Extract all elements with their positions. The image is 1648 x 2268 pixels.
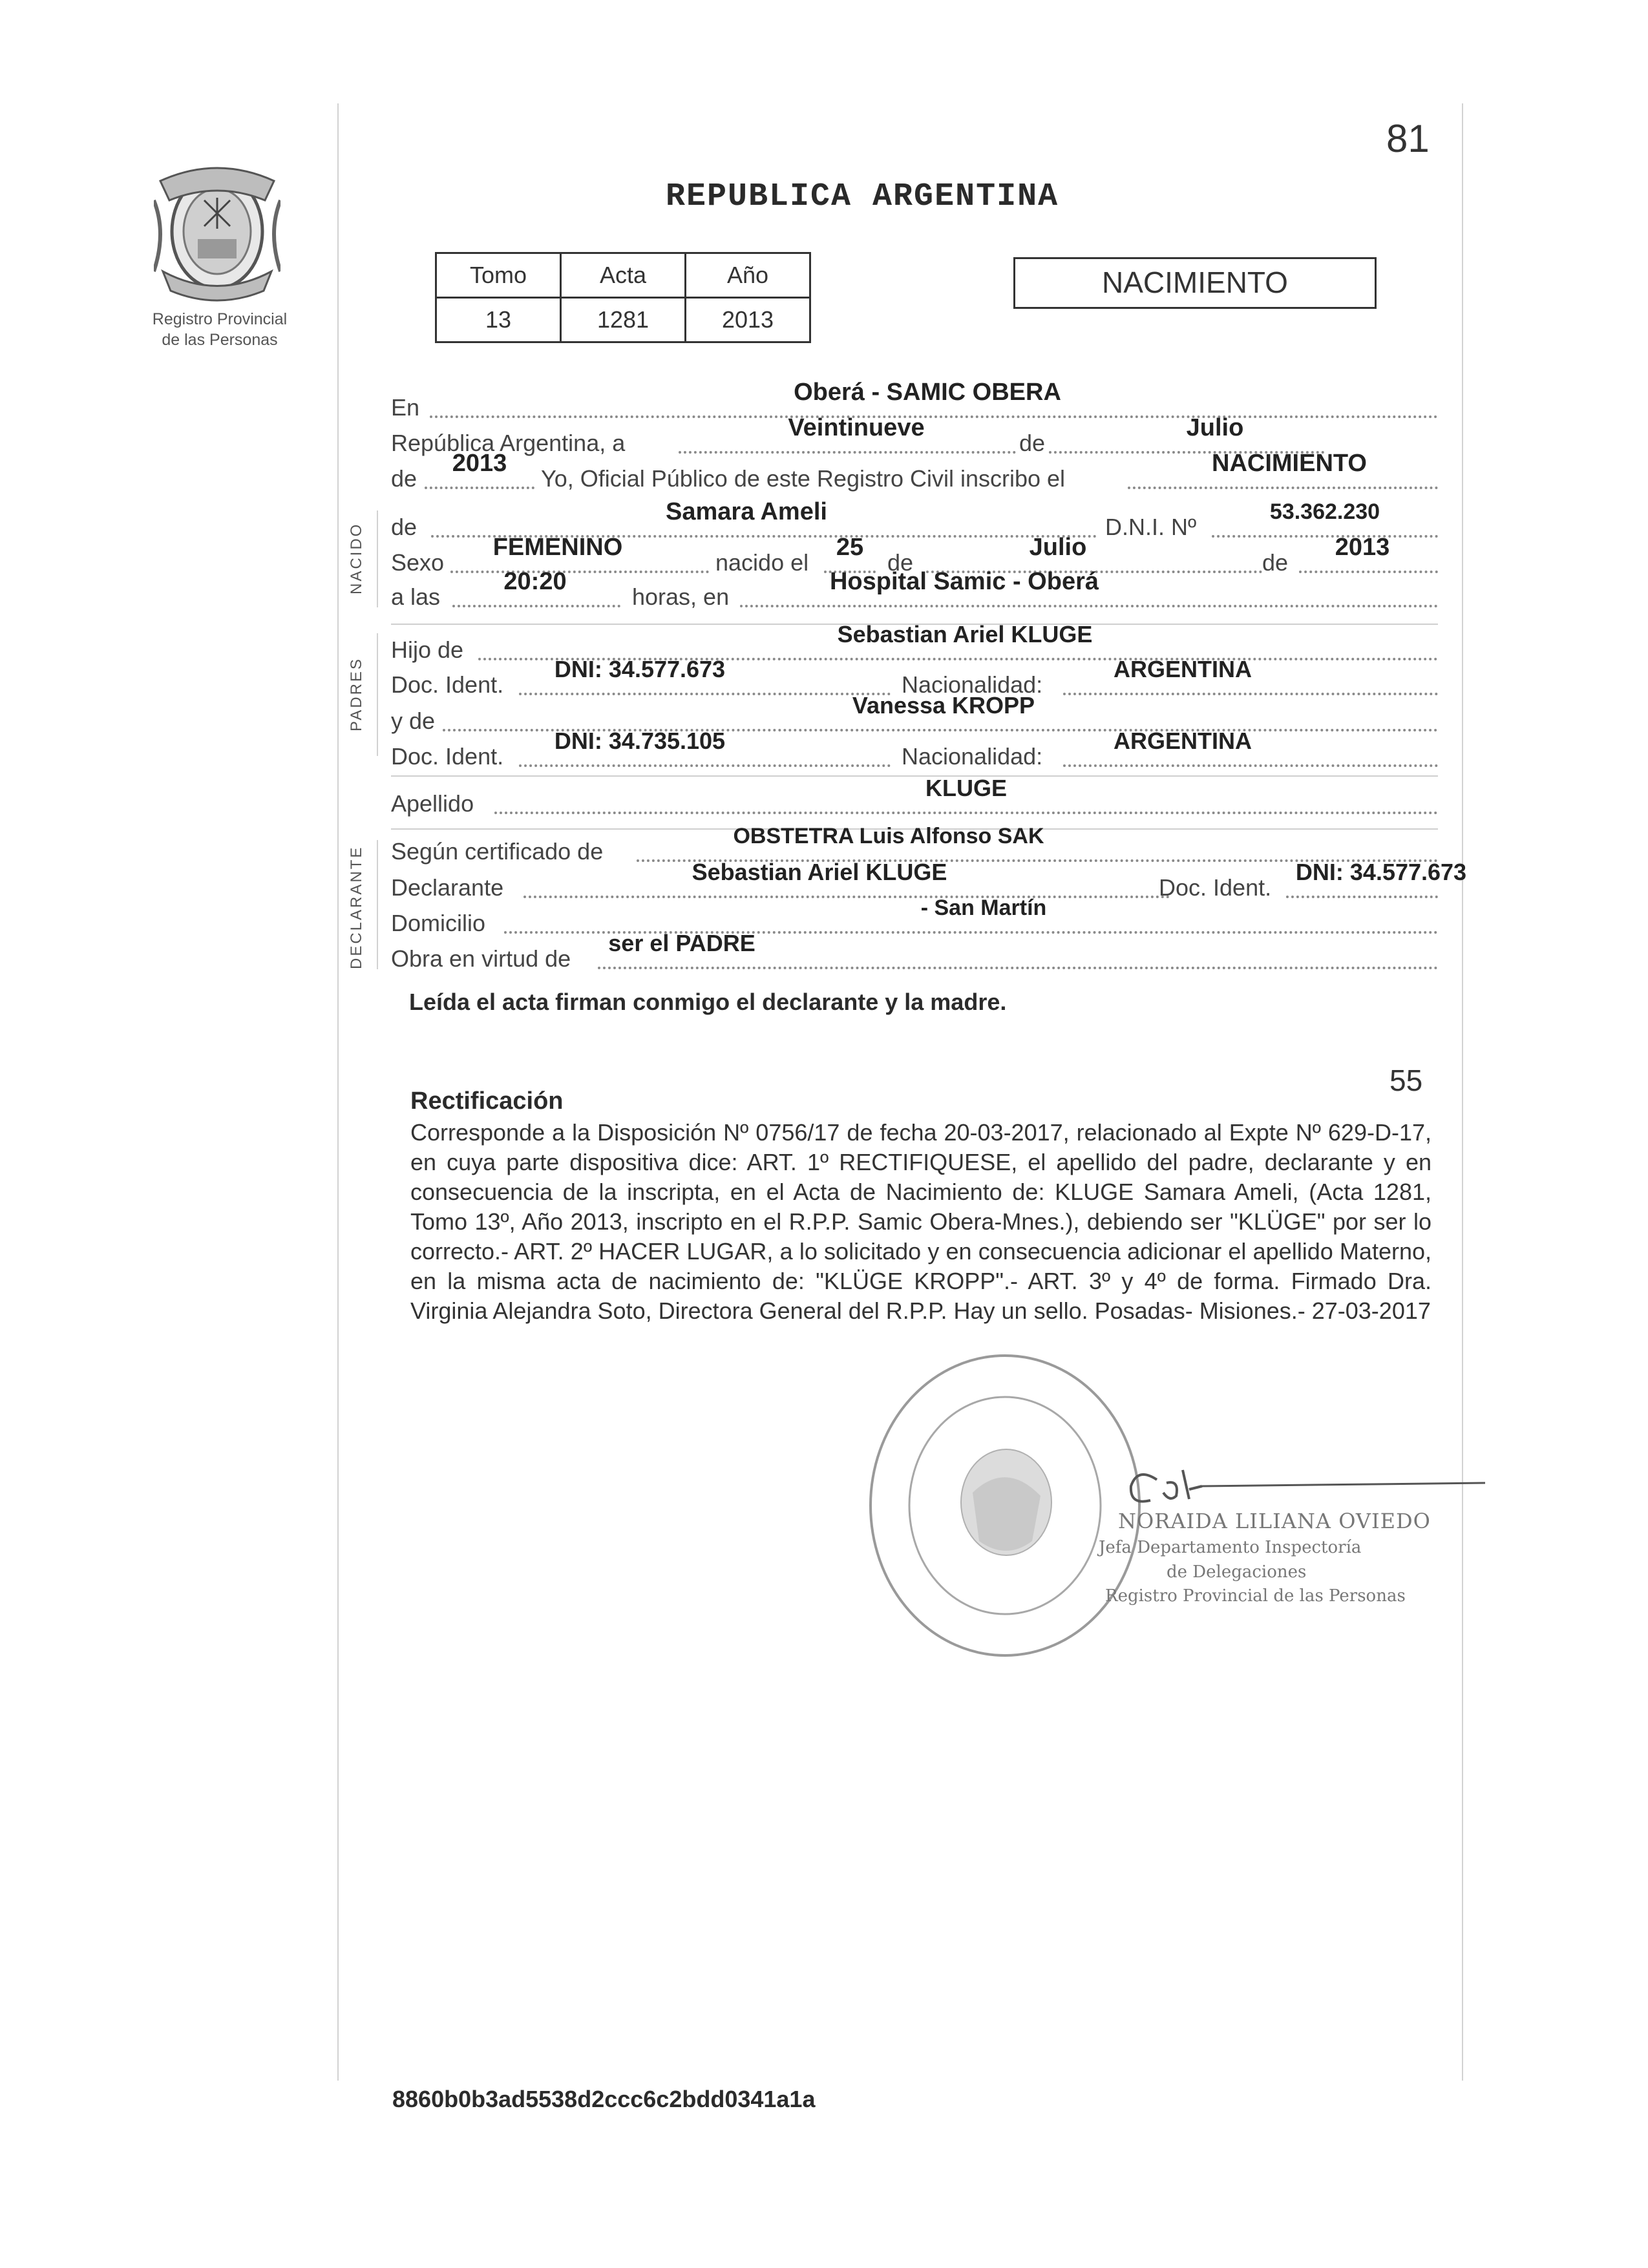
label-horas-en: horas, en xyxy=(632,583,730,610)
dots xyxy=(452,605,620,607)
value-dni: 53.362.230 xyxy=(1269,499,1380,524)
dots xyxy=(1063,764,1438,767)
signature-scribble xyxy=(1112,1460,1486,1512)
registry-line2: de las Personas xyxy=(162,331,278,349)
value-sexo: FEMENINO xyxy=(492,534,623,561)
label-a-las: a las xyxy=(391,583,441,610)
label-nacido-el: nacido el xyxy=(715,549,809,576)
acta-table xyxy=(435,252,811,343)
page-number: 81 xyxy=(1386,117,1430,160)
section-rule-declarante xyxy=(377,840,378,969)
dots xyxy=(740,605,1438,607)
label-republica: República Argentina, a xyxy=(391,430,626,456)
acta-table-header xyxy=(436,253,810,298)
value-dia-letras: Veintinueve xyxy=(788,414,925,441)
document-hash: 8860b0b3ad5538d2ccc6c2bdd0341a1a xyxy=(392,2086,816,2112)
table-header-anio: Año xyxy=(686,253,810,298)
signatory-line3: Registro Provincial de las Personas xyxy=(1105,1586,1406,1606)
value-declarante-doc: DNI: 34.577.673 xyxy=(1295,859,1467,885)
section-rule-nacido xyxy=(377,510,378,607)
value-anio-nac: 2013 xyxy=(1335,534,1390,561)
document-title: REPUBLICA ARGENTINA xyxy=(666,178,1059,215)
table-value-acta: 1281 xyxy=(561,298,686,342)
side-label-nacido: NACIDO xyxy=(348,522,365,594)
row-inscripcion xyxy=(391,450,1438,496)
row-declarante xyxy=(391,859,1467,905)
label-segun-cert: Según certificado de xyxy=(391,838,604,865)
label-de-year2: de xyxy=(1262,549,1289,576)
signatory-name: NORAIDA LILIANA OVIEDO xyxy=(1118,1509,1431,1533)
dots xyxy=(598,967,1438,969)
official-stamp xyxy=(863,1347,1147,1664)
row-hijo-de xyxy=(391,621,1438,667)
value-certificado: OBSTETRA Luis Alfonso SAK xyxy=(733,824,1044,848)
registry-name xyxy=(129,309,310,350)
dots xyxy=(450,571,709,573)
row-hora xyxy=(391,568,1438,614)
rectification-title: Rectificación xyxy=(410,1087,564,1115)
value-tipo-inscripcion: NACIMIENTO xyxy=(1212,450,1367,477)
value-nombre: Samara Ameli xyxy=(666,498,827,525)
value-anio: 2013 xyxy=(452,450,507,477)
label-domicilio: Domicilio xyxy=(391,910,486,936)
dots xyxy=(1063,693,1438,695)
value-padre: Sebastian Ariel KLUGE xyxy=(837,621,1093,647)
label-dni: D.N.I. Nº xyxy=(1105,514,1197,540)
value-madre: Vanessa KROPP xyxy=(852,692,1035,719)
label-nacionalidad-padre: Nacionalidad: xyxy=(902,671,1043,698)
label-doc-ident-madre: Doc. Ident. xyxy=(391,743,504,770)
dots xyxy=(519,693,891,695)
rectification-body: Corresponde a la Disposición Nº 0756/17 de fecha 20-03-2017, relacionado al Expte Nº 629-D-17, en cuya parte dispositiva dice: ART. 1º RECTIFIQUESE, el apellido del padre, declarante y en consecuencia de la inscripta, en el Acta de Nacimiento de: KLUGE Samara Ameli, (Acta 1281, Tomo 13º, Año 2013, inscripto en el R.P.P. Samic Obera-Mnes.), debiendo ser "KLÜGE" por ser lo correcto.- ART. 2º HACER LUGAR, a lo solicitado y en consecuencia adicionar el apellido Materno, en la misma acta de nacimiento de: "KLÜGE KROPP".- ART. 3º y 4º de forma. Firmado Dra. Virginia Alejandra Soto, Directora General del R.P.P. Hay un sello. Posadas- Misiones.- 27-03-2017 xyxy=(410,1119,1431,1324)
section-rule-padres xyxy=(377,633,378,756)
dots xyxy=(425,487,534,489)
side-label-padres: PADRES xyxy=(348,657,365,731)
dots xyxy=(1286,896,1438,898)
value-apellido: KLUGE xyxy=(925,775,1007,801)
label-declarante: Declarante xyxy=(391,874,504,901)
table-value-tomo: 13 xyxy=(436,298,561,342)
rectification-number: 55 xyxy=(1389,1064,1423,1097)
value-padre-doc: DNI: 34.577.673 xyxy=(554,656,726,682)
label-de-name: de xyxy=(391,514,417,540)
label-y-de: y de xyxy=(391,708,436,734)
label-hijo-de: Hijo de xyxy=(391,636,464,663)
dots xyxy=(523,896,1170,898)
dots xyxy=(519,764,891,767)
act-type-box: NACIMIENTO xyxy=(1013,257,1377,309)
label-en: En xyxy=(391,394,420,421)
dots xyxy=(1212,535,1438,538)
dots xyxy=(1299,571,1438,573)
table-header-acta: Acta xyxy=(561,253,686,298)
row-domicilio xyxy=(391,896,1438,940)
label-de-month: de xyxy=(887,549,914,576)
row-obra-virtud xyxy=(391,930,1438,976)
province-seal xyxy=(154,162,280,304)
value-madre-nac: ARGENTINA xyxy=(1114,728,1252,754)
signatory-line2: de Delegaciones xyxy=(1167,1562,1307,1582)
registry-line1: Registro Provincial xyxy=(152,310,288,328)
closing-sentence: Leída el acta firman conmigo el declarante y la madre. xyxy=(409,989,1007,1015)
dots xyxy=(430,415,1438,418)
value-lugar: Oberá - SAMIC OBERA xyxy=(794,379,1061,406)
row-apellido xyxy=(391,775,1438,821)
value-obra-virtud: ser el PADRE xyxy=(608,930,755,956)
label-apellido: Apellido xyxy=(391,790,474,817)
label-nacionalidad-madre: Nacionalidad: xyxy=(902,743,1043,770)
value-madre-doc: DNI: 34.735.105 xyxy=(554,728,726,754)
value-mes-nac: Julio xyxy=(1029,534,1087,561)
value-padre-nac: ARGENTINA xyxy=(1114,656,1252,682)
value-declarante: Sebastian Ariel KLUGE xyxy=(692,859,947,885)
label-doc-ident-padre: Doc. Ident. xyxy=(391,671,504,698)
value-domicilio: - San Martín xyxy=(920,896,1047,920)
value-mes: Julio xyxy=(1186,414,1244,441)
dots xyxy=(494,812,1438,814)
side-label-declarante: DECLARANTE xyxy=(348,845,365,969)
value-hora: 20:20 xyxy=(503,568,567,595)
label-yo-oficial: Yo, Oficial Público de este Registro Civil inscribo el xyxy=(541,465,1066,492)
dots xyxy=(1128,487,1438,489)
label-sexo: Sexo xyxy=(391,549,445,576)
left-margin-rule xyxy=(337,103,339,2081)
divider-padres xyxy=(391,775,1438,777)
value-dia: 25 xyxy=(836,534,864,561)
table-header-tomo: Tomo xyxy=(436,253,561,298)
label-de: de xyxy=(1017,426,1048,460)
label-doc-ident-declarante: Doc. Ident. xyxy=(1159,874,1272,901)
row-y-de xyxy=(391,692,1438,738)
acta-table-values xyxy=(436,298,810,342)
row-madre-doc xyxy=(391,728,1438,773)
label-obra-virtud: Obra en virtud de xyxy=(391,945,571,972)
signatory-line1: Jefa Departamento Inspectoría xyxy=(1099,1538,1362,1557)
table-value-anio: 2013 xyxy=(686,298,810,342)
label-de-year: de xyxy=(391,465,417,492)
value-lugar-nac: Hospital Samic - Oberá xyxy=(829,568,1099,595)
right-margin-rule xyxy=(1462,103,1463,2081)
